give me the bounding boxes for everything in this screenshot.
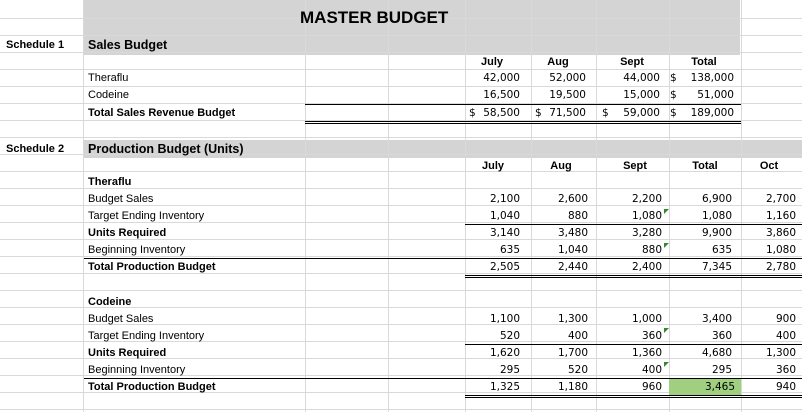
currency-symbol: $ [535, 107, 542, 119]
schedule2-name: Production Budget (Units) [88, 142, 244, 156]
value-cell: 1,360 [631, 347, 662, 359]
double-underline [465, 397, 802, 398]
value-cell: 138,000 [690, 72, 734, 84]
value-cell: 2,700 [765, 193, 796, 205]
row-label: Total Production Budget [88, 261, 216, 273]
row-label: Units Required [88, 227, 167, 239]
value-cell: 1,040 [489, 210, 520, 222]
row-label: Total Production Budget [88, 381, 216, 393]
double-underline [465, 395, 802, 396]
value-cell: 960 [641, 381, 662, 393]
row-label: Budget Sales [88, 313, 154, 325]
row-label: Beginning Inventory [88, 364, 186, 376]
value-cell: 2,600 [557, 193, 588, 205]
value-cell: 71,500 [549, 107, 586, 119]
row-label: Target Ending Inventory [88, 210, 205, 222]
value-cell: 1,300 [765, 347, 796, 359]
value-cell: 59,000 [623, 107, 660, 119]
value-cell: 1,000 [631, 313, 662, 325]
value-cell: 1,100 [489, 313, 520, 325]
section-name: Theraflu [88, 176, 132, 188]
value-cell: 400 [567, 330, 588, 342]
column-header: Total [692, 160, 718, 172]
value-cell: 1,620 [489, 347, 520, 359]
value-cell: 635 [711, 244, 732, 256]
section-name: Codeine [88, 296, 132, 308]
value-cell: 9,900 [701, 227, 732, 239]
page-title: MASTER BUDGET [300, 8, 449, 27]
error-indicator-icon [664, 209, 669, 214]
value-cell: 360 [641, 330, 662, 342]
currency-symbol: $ [469, 107, 476, 119]
value-cell: 880 [567, 210, 588, 222]
value-cell: 1,040 [557, 244, 588, 256]
underline [305, 104, 741, 105]
value-cell: 400 [641, 364, 662, 376]
value-cell: 15,000 [623, 89, 660, 101]
value-cell: 3,280 [631, 227, 662, 239]
row-label: Units Required [88, 347, 167, 359]
column-header: Sept [623, 160, 647, 172]
error-indicator-icon [664, 328, 669, 333]
value-cell: 1,300 [557, 313, 588, 325]
value-cell: 1,180 [557, 381, 588, 393]
double-underline [465, 275, 802, 276]
column-header: Aug [547, 56, 569, 68]
value-cell: 3,480 [557, 227, 588, 239]
value-cell: 2,100 [489, 193, 520, 205]
value-cell: 295 [499, 364, 520, 376]
value-cell: 520 [499, 330, 520, 342]
value-cell: 635 [499, 244, 520, 256]
underline [84, 258, 802, 259]
value-cell: 3,140 [489, 227, 520, 239]
value-cell: 2,400 [631, 261, 662, 273]
row-label: Budget Sales [88, 193, 154, 205]
value-cell: 19,500 [549, 89, 586, 101]
value-cell: 940 [775, 381, 796, 393]
value-cell: 900 [775, 313, 796, 325]
double-underline [465, 277, 802, 278]
value-cell: 1,160 [765, 210, 796, 222]
column-header: July [481, 160, 504, 172]
value-cell: 2,780 [765, 261, 796, 273]
column-header: Total [691, 56, 717, 68]
value-cell: 1,700 [557, 347, 588, 359]
column-header: Oct [759, 160, 779, 172]
currency-symbol: $ [670, 107, 677, 119]
value-cell: 2,505 [489, 261, 520, 273]
value-cell: 2,440 [557, 261, 588, 273]
value-cell: 4,680 [701, 347, 732, 359]
row-label: Codeine [88, 89, 129, 101]
column-header: Aug [550, 160, 572, 172]
row-label: Target Ending Inventory [88, 330, 205, 342]
value-cell: 1,080 [765, 244, 796, 256]
value-cell: 1,080 [631, 210, 662, 222]
value-cell: 42,000 [483, 72, 520, 84]
double-underline [305, 121, 741, 122]
value-cell: 2,200 [631, 193, 662, 205]
value-cell: 360 [711, 330, 732, 342]
value-cell: 3,465 [669, 379, 741, 396]
currency-symbol: $ [602, 107, 609, 119]
row-label: Beginning Inventory [88, 244, 186, 256]
value-cell: 16,500 [483, 89, 520, 101]
underline [84, 378, 802, 379]
currency-symbol: $ [670, 89, 677, 101]
value-cell: 360 [775, 364, 796, 376]
value-cell: 189,000 [690, 107, 734, 119]
value-cell: 44,000 [623, 72, 660, 84]
value-cell: 58,500 [483, 107, 520, 119]
schedule1-name: Sales Budget [88, 38, 168, 52]
value-cell: 3,400 [701, 313, 732, 325]
value-cell: 1,325 [489, 381, 520, 393]
schedule2-label: Schedule 2 [6, 143, 65, 155]
row-label: Theraflu [88, 72, 129, 84]
value-cell: 7,345 [701, 261, 732, 273]
column-header: Sept [620, 56, 644, 68]
error-indicator-icon [664, 362, 669, 367]
value-cell: 51,000 [697, 89, 734, 101]
value-cell: 3,860 [765, 227, 796, 239]
value-cell: 52,000 [549, 72, 586, 84]
error-indicator-icon [664, 243, 669, 248]
value-cell: 520 [567, 364, 588, 376]
schedule1-label: Schedule 1 [6, 39, 65, 51]
value-cell: 295 [711, 364, 732, 376]
underline [465, 344, 802, 345]
double-underline [305, 123, 741, 124]
value-cell: 6,900 [701, 193, 732, 205]
row-label: Total Sales Revenue Budget [88, 107, 236, 119]
value-cell: 880 [641, 244, 662, 256]
value-cell: 1,080 [701, 210, 732, 222]
underline [465, 224, 802, 225]
column-header: July [480, 56, 503, 68]
value-cell: 400 [775, 330, 796, 342]
currency-symbol: $ [670, 72, 677, 84]
